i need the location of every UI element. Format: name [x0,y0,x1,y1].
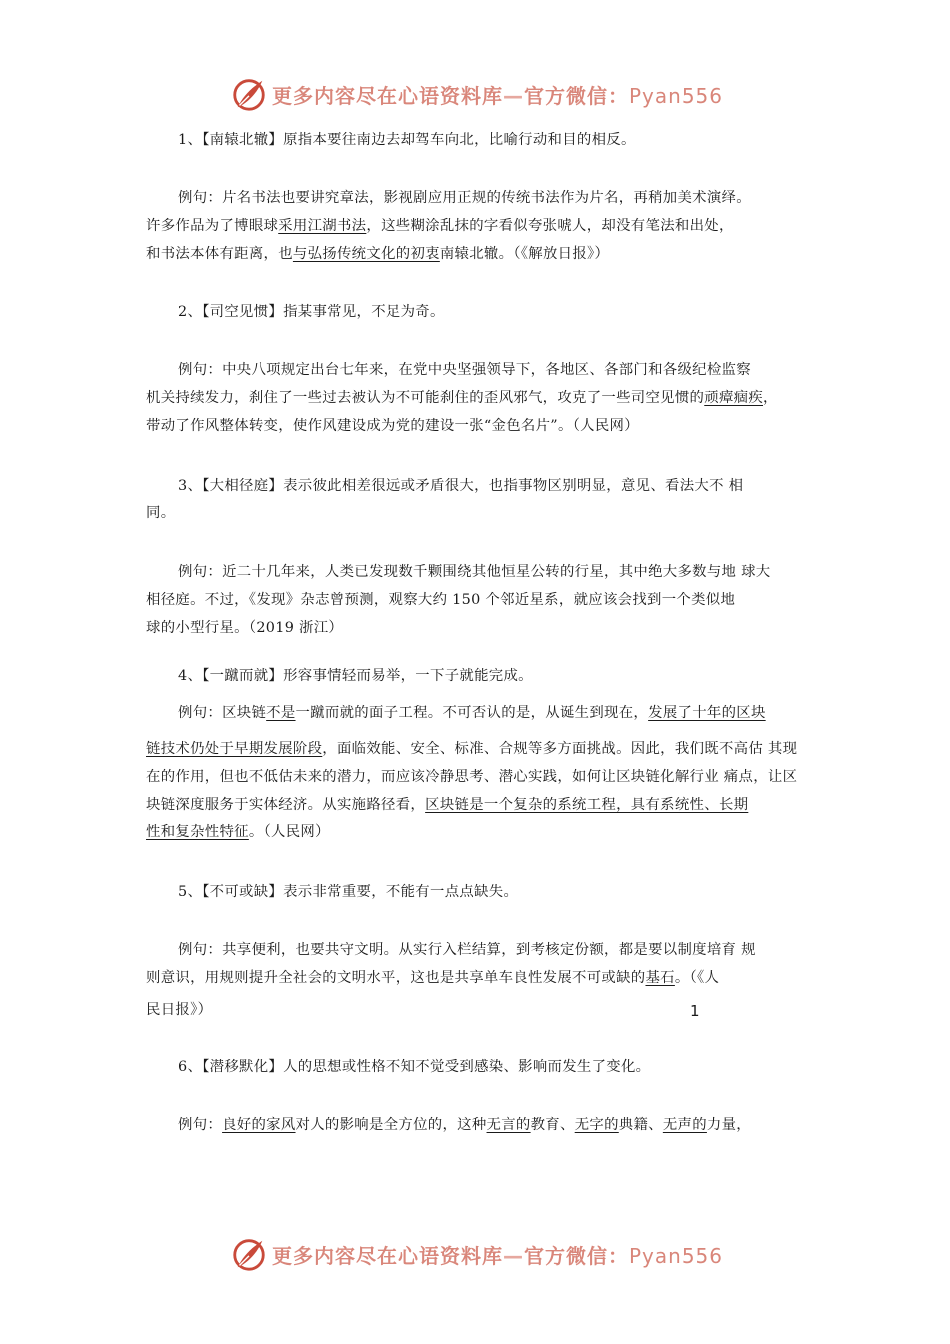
banner-wechat-id: Pyan556 [629,1243,724,1268]
banner-dash: — [503,1243,524,1268]
entry-2-heading: 2、【司空见惯】指某事常见，不足为奇。 [178,304,445,320]
entry-3-example-line-2: 相径庭。不过，《发现》杂志曾预测，观察大约 150 个邻近星系，就应该会找到一个类似地 [146,592,736,608]
underlined-phrase: 无声的 [662,1117,707,1133]
header-banner [230,72,750,116]
underlined-phrase: 无字的 [574,1117,619,1133]
underlined-phrase: 发展了十年的区块 [648,705,766,721]
banner-wechat-id: Pyan556 [629,83,724,108]
entry-4-heading: 4、【一蹴而就】形容事情轻而易举，一下子就能完成。 [178,668,533,684]
entry-4-example-line-5: 性和复杂性特征。（人民网） [146,824,330,840]
entry-1-heading: 1、【南辕北辙】原指本要往南边去却驾车向北，比喻行动和目的相反。 [178,132,636,148]
quill-logo-icon [230,75,268,113]
entry-2-example-line-2: 机关持续发力，刹住了一些过去被认为不可能刹住的歪风邪气，攻克了一些司空见惯的顽瘴痼疾， [146,390,778,406]
entry-1-example-line-3: 和书法本体有距离，也与弘扬传统文化的初衷南辕北辙。（《解放日报》） [146,246,610,262]
entry-4-example-line-1: 例句：区块链不是一蹴而就的面子工程。不可否认的是，从诞生到现在，发展了十年的区块 [178,705,766,721]
underlined-phrase: 良好的家风 [222,1117,296,1133]
banner-dash: — [503,83,524,108]
entry-5-example-line-1: 例句：共享便利，也要共守文明。从实行入栏结算，到考核定份额，都是要以制度培育 规 [178,942,756,958]
banner-title: 更多内容尽在心语资料库 [272,83,503,108]
underlined-phrase: 采用江湖书法 [278,218,367,234]
entry-1-example-line-1: 例句：片名书法也要讲究章法，影视剧应用正规的传统书法作为片名，再稍加美术演绎。 [178,190,751,206]
entry-3-example-line-1: 例句：近二十几年来，人类已发现数千颗围绕其他恒星公转的行星，其中绝大多数与地 球大 [178,564,771,580]
entry-4-example-line-2: 链技术仍处于早期发展阶段，面临效能、安全、标准、合规等多方面挑战。因此，我们既不高估 其现 [146,741,798,757]
banner-title: 更多内容尽在心语资料库 [272,1243,503,1268]
entry-5-example-line-2: 则意识，用规则提升全社会的文明水平，这也是共享单车良性发展不可或缺的基石。（《人 [146,970,720,986]
entry-6-heading: 6、【潜移默化】人的思想或性格不知不觉受到感染、影响而发生了变化。 [178,1059,651,1075]
entry-4-example-line-3: 在的作用，但也不低估未来的潜力，而应该冷静思考、潜心实践，如何让区块链化解行业 痛点，让区 [146,769,798,785]
underlined-phrase: 无言的 [486,1117,531,1133]
entry-3-example-line-3: 球的小型行星。（2019 浙江） [146,620,344,636]
underlined-phrase: 链技术仍处于早期发展阶段 [146,741,323,757]
underlined-phrase: 不是 [266,705,296,721]
entry-3-heading: 3、【大相径庭】表示彼此相差很远或矛盾很大，也指事物区别明显，意见、看法大不 相 [178,478,744,494]
entry-5-example-line-3: 民日报》） [146,1002,213,1018]
entry-2-example-line-1: 例句：中央八项规定出台七年来，在党中央坚强领导下，各地区、各部门和各级纪检监察 [178,362,751,378]
footer-banner [230,1232,750,1276]
underlined-phrase: 顽瘴痼疾 [704,390,764,406]
entry-5-heading: 5、【不可或缺】表示非常重要，不能有一点点缺失。 [178,884,519,900]
entry-4-example-line-4: 块链深度服务于实体经济。从实施路径看，区块链是一个复杂的系统工程，具有系统性、长期 [146,797,749,813]
page-number: 1 [690,1002,700,1020]
underlined-phrase: 区块链是一个复杂的系统工程，具有系统性、长期 [425,797,749,813]
entry-1-example-line-2: 许多作品为了博眼球采用江湖书法，这些糊涂乱抹的字看似夸张唬人，却没有笔法和出处， [146,218,734,234]
banner-wechat-label: 官方微信： [524,83,629,108]
underlined-phrase: 基石 [645,970,675,986]
banner-wechat-label: 官方微信： [524,1243,629,1268]
entry-6-example-line-1: 例句：良好的家风对人的影响是全方位的，这种无言的教育、无字的典籍、无声的力量， [178,1117,751,1133]
quill-logo-icon [230,1235,268,1273]
entry-2-example-line-3: 带动了作风整体转变，使作风建设成为党的建设一张“金色名片”。（人民网） [146,418,639,434]
underlined-phrase: 与弘扬传统文化的初衷 [292,246,440,262]
underlined-phrase: 性和复杂性特征 [146,824,249,840]
entry-3-heading-cont: 同。 [146,505,176,521]
